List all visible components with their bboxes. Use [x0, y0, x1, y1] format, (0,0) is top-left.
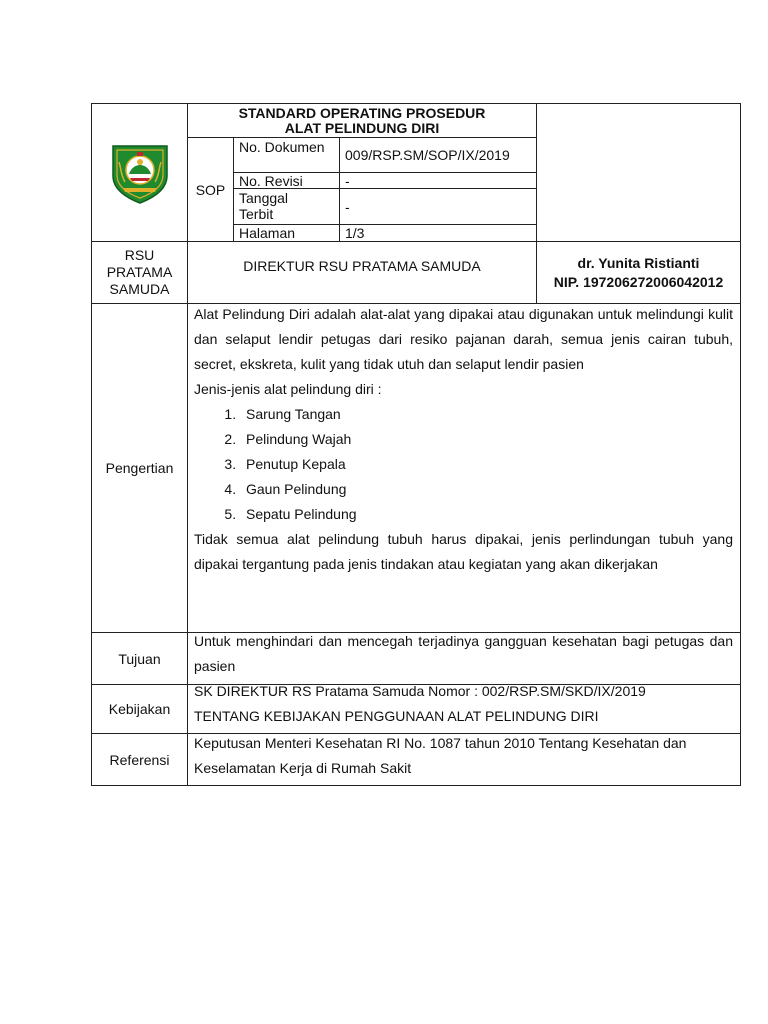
- list-item: 1. Sarung Tangan: [240, 402, 733, 427]
- director-title: DIREKTUR RSU PRATAMA SAMUDA: [243, 257, 481, 274]
- logo-cell: [92, 104, 187, 241]
- apd-list: [194, 402, 733, 527]
- list-item: 2. Pelindung Wajah: [240, 427, 733, 452]
- title-line-2: ALAT PELINDUNG DIRI: [284, 119, 440, 136]
- field-label-halaman: Halaman: [239, 225, 296, 241]
- org-name: RSU PRATAMA SAMUDA: [106, 247, 173, 297]
- section-label-tujuan: Tujuan: [118, 650, 161, 667]
- kebijakan-line-2: TENTANG KEBIJAKAN PENGGUNAAN ALAT PELINDUNG DIRI: [194, 708, 599, 724]
- field-label-no-revisi: No. Revisi: [239, 172, 303, 189]
- title-line-1: STANDARD OPERATING PROSEDUR: [238, 104, 486, 121]
- field-value-tanggal-terbit: -: [345, 198, 350, 215]
- signatory-nip: NIP. 197206272006042012: [553, 273, 724, 290]
- sop-label: SOP: [195, 181, 226, 198]
- table-border: [740, 103, 741, 785]
- section-label-referensi: Referensi: [109, 751, 170, 768]
- field-label-no-dokumen: No. Dokumen: [239, 139, 325, 155]
- section-body-pengertian: [194, 302, 733, 577]
- field-value-no-dokumen: 009/RSP.SM/SOP/IX/2019: [345, 147, 510, 163]
- pengertian-list-title: Jenis-jenis alat pelindung diri :: [194, 381, 382, 397]
- hospital-logo: [107, 140, 173, 206]
- signatory-block: [537, 242, 740, 303]
- section-body-referensi: Keputusan Menteri Kesehatan RI No. 1087 tahun 2010 Tentang Kesehatan dan Keselamatan Kerja di Rumah Sakit: [194, 735, 687, 776]
- pengertian-closing: Tidak semua alat pelindung tubuh harus dipakai, jenis perlindungan tubuh yang dipakai tergantung pada jenis tindakan atau kegiatan yang akan dikerjakan: [194, 531, 733, 572]
- section-body-kebijakan: [194, 679, 733, 729]
- section-body-tujuan: Untuk menghindari dan mencegah terjadinya gangguan kesehatan bagi petugas dan pasien: [194, 633, 733, 674]
- pengertian-intro: Alat Pelindung Diri adalah alat-alat yang dipakai atau digunakan untuk melindungi kulit dan selaput lendir petugas dari resiko pajanan darah, semua jenis cairan tubuh, secret, ekskreta, kulit yang tidak utuh dan selaput lendir pasien: [194, 306, 733, 372]
- list-item: 3. Penutup Kepala: [240, 452, 733, 477]
- field-label-tanggal-terbit: Tanggal Terbit: [239, 190, 289, 222]
- section-label-kebijakan: Kebijakan: [108, 701, 171, 717]
- field-value-no-revisi: -: [345, 172, 350, 189]
- document-title: [188, 104, 536, 137]
- field-value-halaman: 1/3: [345, 225, 365, 241]
- list-item: 4. Gaun Pelindung: [240, 477, 733, 502]
- table-border: [91, 785, 741, 786]
- section-label-pengertian: Pengertian: [105, 460, 174, 476]
- signatory-name: dr. Yunita Ristianti: [577, 254, 700, 271]
- list-item: 5. Sepatu Pelindung: [240, 502, 733, 527]
- kebijakan-line-1: SK DIREKTUR RS Pratama Samuda Nomor : 002/RSP.SM/SKD/IX/2019: [194, 683, 646, 699]
